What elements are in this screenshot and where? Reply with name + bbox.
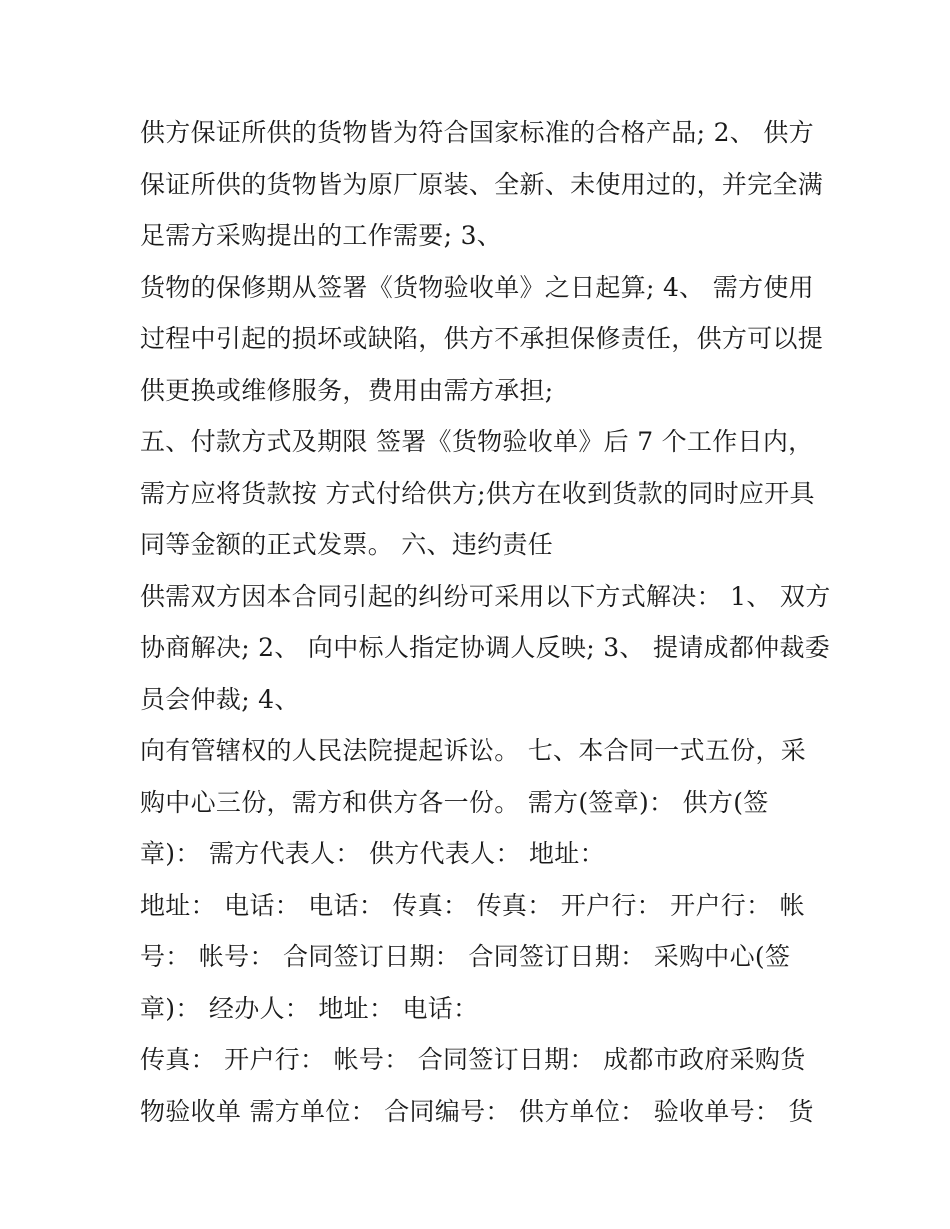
text-line: 货物的保修期从签署《货物验收单》之日起算; 4、 需方使用: [140, 272, 814, 302]
text-line: 供更换或维修服务，费用由需方承担;: [140, 375, 554, 405]
text-line: 过程中引起的损坏或缺陷，供方不承担保修责任，供方可以提: [140, 324, 824, 353]
text-line: 需方应将货款按 方式付给供方;供方在收到货款的同时应开具: [140, 478, 815, 508]
text-line: 传真： 开户行： 帐号： 合同签订日期： 成都市政府采购货: [140, 1045, 806, 1074]
text-line: 供需双方因本合同引起的纠纷可采用以下方式解决： 1、 双方: [140, 581, 831, 611]
text-line: 物验收单 需方单位： 合同编号： 供方单位： 验收单号： 货: [140, 1096, 814, 1126]
text-line: 保证所供的货物皆为原厂原装、全新、未使用过的，并完全满: [140, 169, 824, 199]
text-line: 章)： 需方代表人： 供方代表人： 地址：: [140, 839, 605, 868]
text-line: 协商解决; 2、 向中标人指定协调人反映; 3、 提请成都仲裁委: [140, 633, 831, 662]
document-body: [140, 107, 840, 1137]
text-line: 员会仲裁; 4、: [140, 684, 300, 714]
text-line: 章)： 经办人： 地址： 电话：: [140, 993, 479, 1023]
text-line: 号： 帐号： 合同签订日期： 合同签订日期： 采购中心(签: [140, 942, 791, 971]
text-line: 同等金额的正式发票。 六、违约责任: [140, 530, 554, 559]
text-line: 地址： 电话： 电话： 传真： 传真： 开户行： 开户行： 帐: [140, 890, 805, 920]
text-line: 供方保证所供的货物皆为符合国家标准的合格产品; 2、 供方: [140, 118, 814, 147]
text-line: 足需方采购提出的工作需要; 3、: [140, 221, 503, 250]
text-line: 购中心三份，需方和供方各一份。 需方(签章)： 供方(签: [140, 787, 769, 817]
text-line: 五、付款方式及期限 签署《货物验收单》后 7 个工作日内，: [140, 427, 814, 456]
text-line: 向有管辖权的人民法院提起诉讼。 七、本合同一式五份，采: [140, 736, 807, 765]
